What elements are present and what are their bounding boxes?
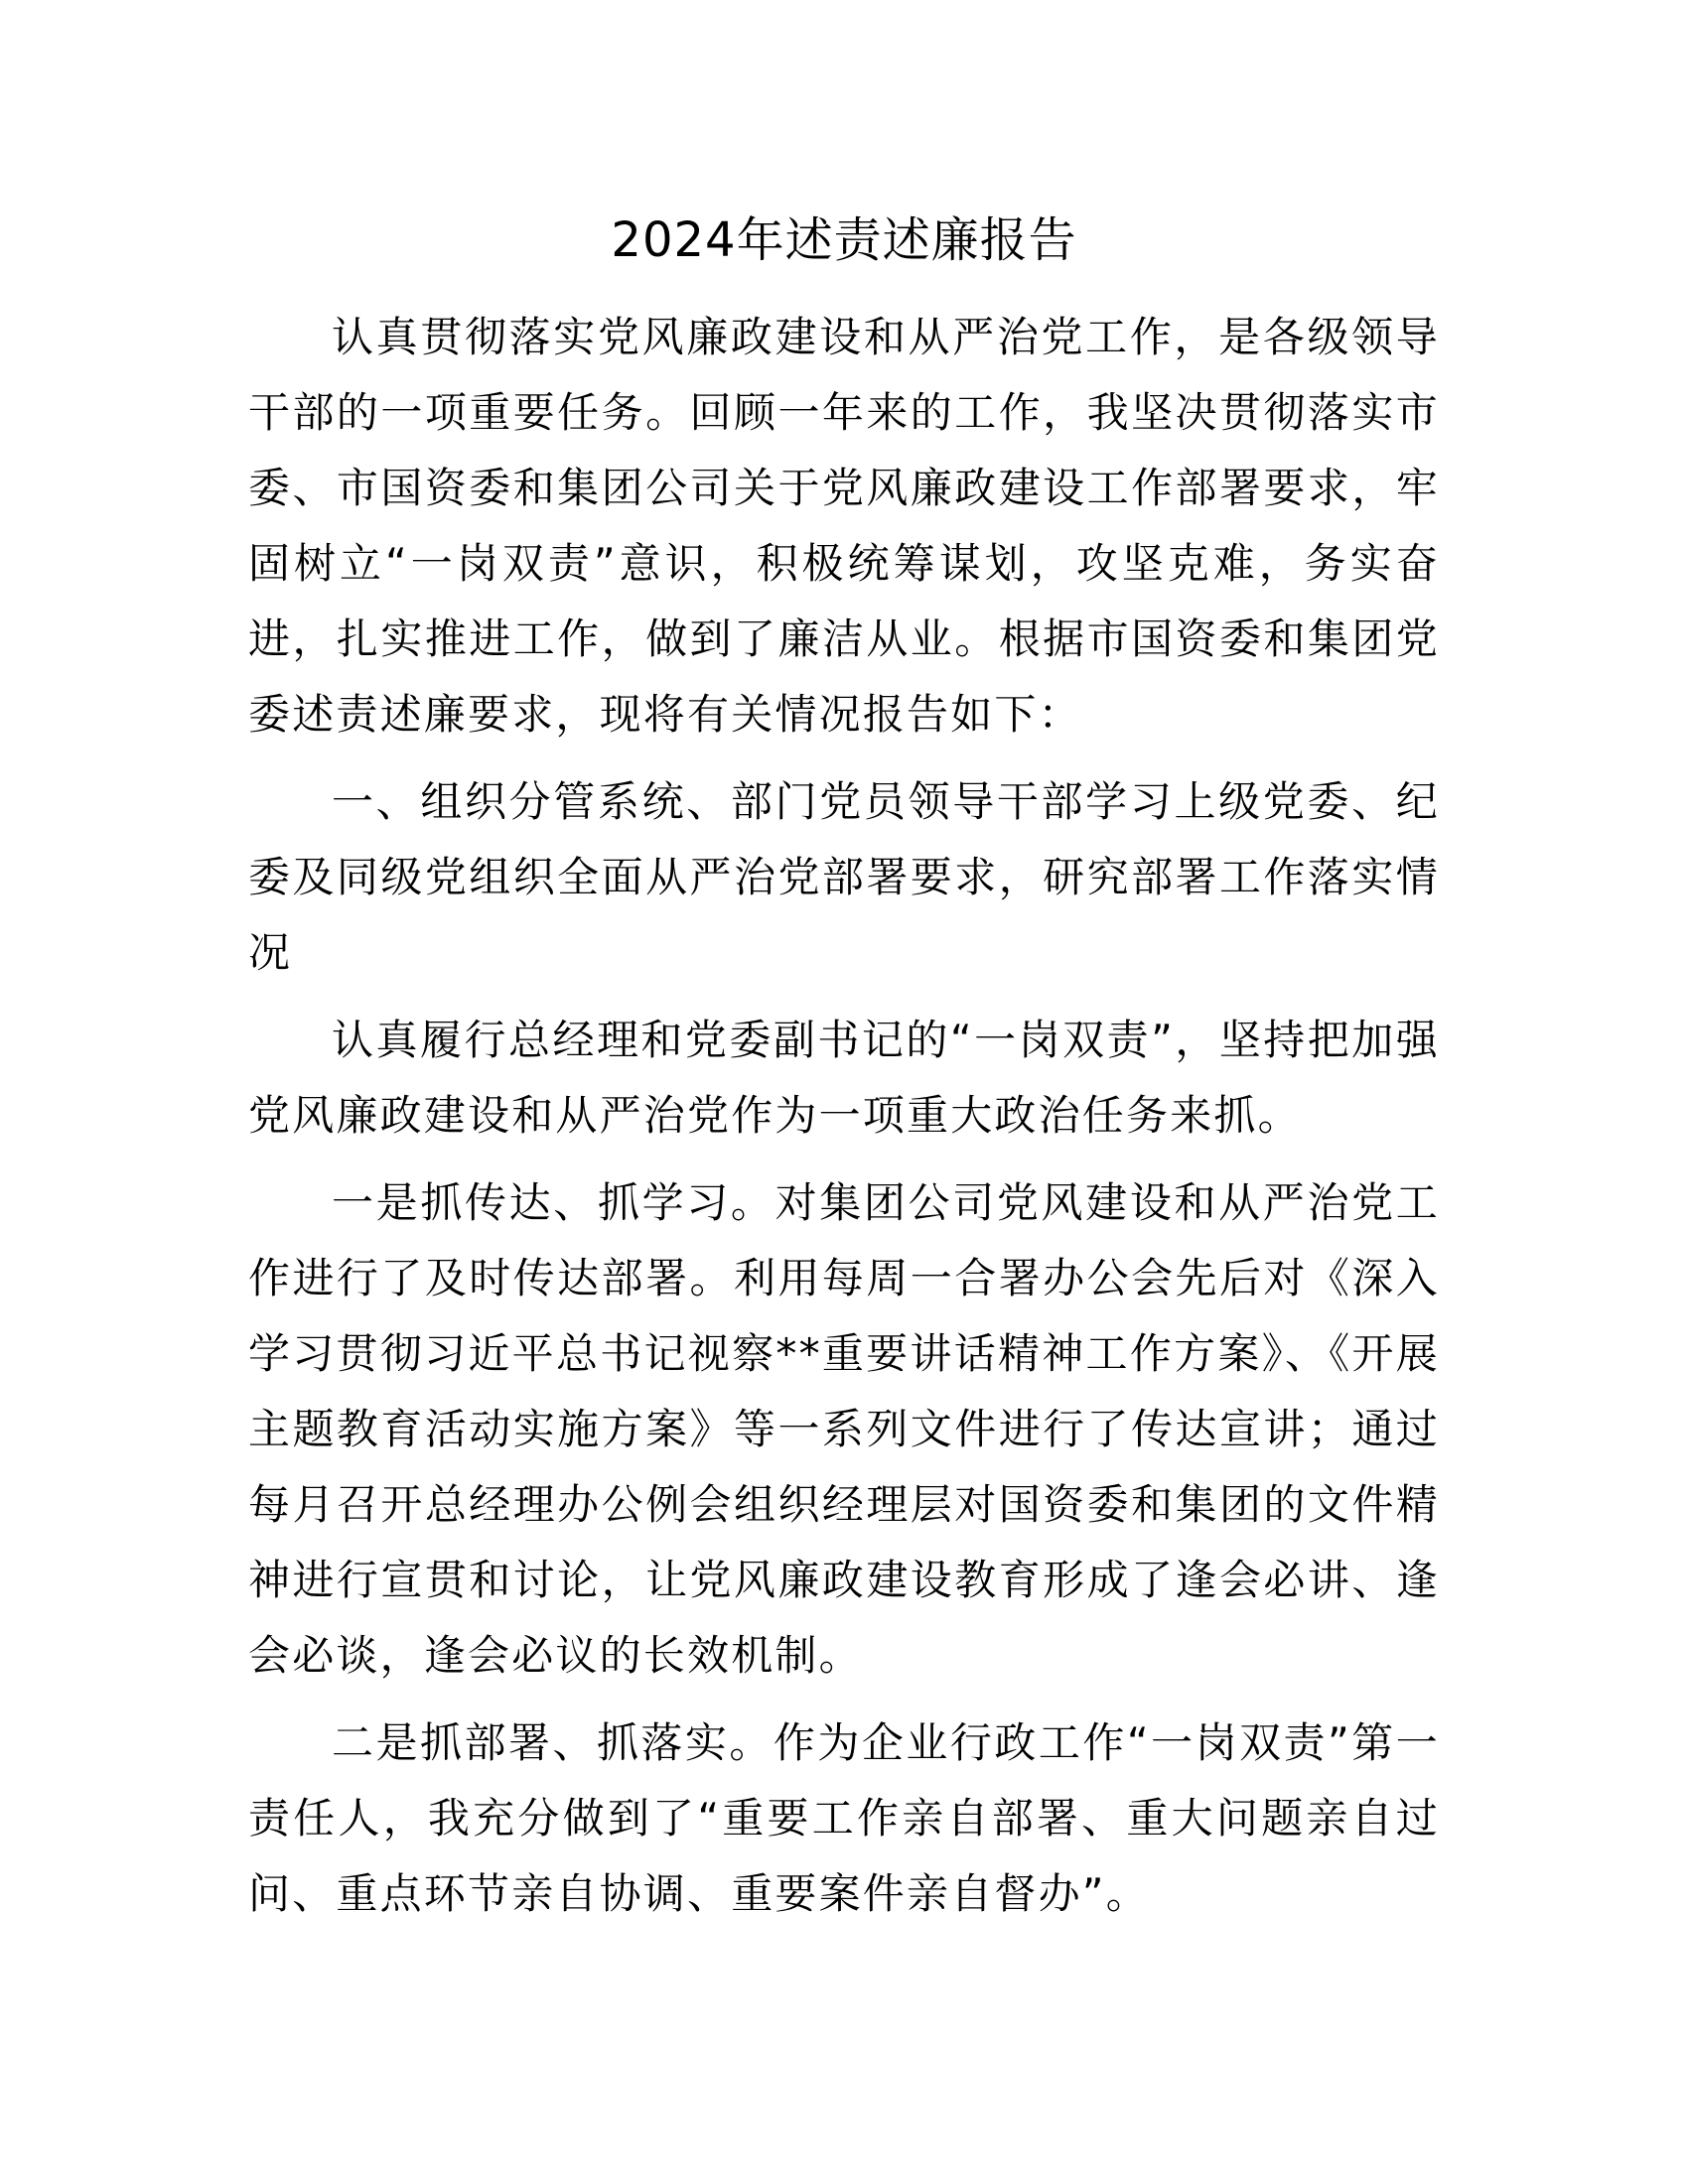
section-heading-1: 一、组织分管系统、部门党员领导干部学习上级党委、纪委及同级党组织全面从严治党部署要求，研究部署工作落实情况 bbox=[248, 777, 1440, 977]
intro-paragraph: 认真贯彻落实党风廉政建设和从严治党工作，是各级领导干部的一项重要任务。回顾一年来的工作，我坚决贯彻落实市委、市国资委和集团公司关于党风廉政建设工作部署要求，牢固树立“一岗双责”意识，积极统筹谋划，攻坚克难，务实奋进，扎实推进工作，做到了廉洁从业。根据市国资委和集团党委述责述廉要求，现将有关情况报告如下： bbox=[248, 313, 1440, 739]
body-paragraph: 二是抓部署、抓落实。作为企业行政工作“一岗双责”第一责任人，我充分做到了“重要工作亲自部署、重大问题亲自过问、重点环节亲自协调、重要案件亲自督办”。 bbox=[248, 1718, 1440, 1918]
body-paragraph: 认真履行总经理和党委副书记的“一岗双责”，坚持把加强党风廉政建设和从严治党作为一项重大政治任务来抓。 bbox=[248, 1016, 1440, 1140]
document-title: 2024年述责述廉报告 bbox=[611, 212, 1077, 268]
body-paragraph: 一是抓传达、抓学习。对集团公司党风建设和从严治党工作进行了及时传达部署。利用每周一合署办公会先后对《深入学习贯彻习近平总书记视察**重要讲话精神工作方案》、《开展主题教育活动实施方案》等一系列文件进行了传达宣讲；通过每月召开总经理办公例会组织经理层对国资委和集团的文件精神进行宣贯和讨论，让党风廉政建设教育形成了逢会必讲、逢会必谈，逢会必议的长效机制。 bbox=[248, 1178, 1440, 1680]
document-body bbox=[248, 300, 1440, 1944]
